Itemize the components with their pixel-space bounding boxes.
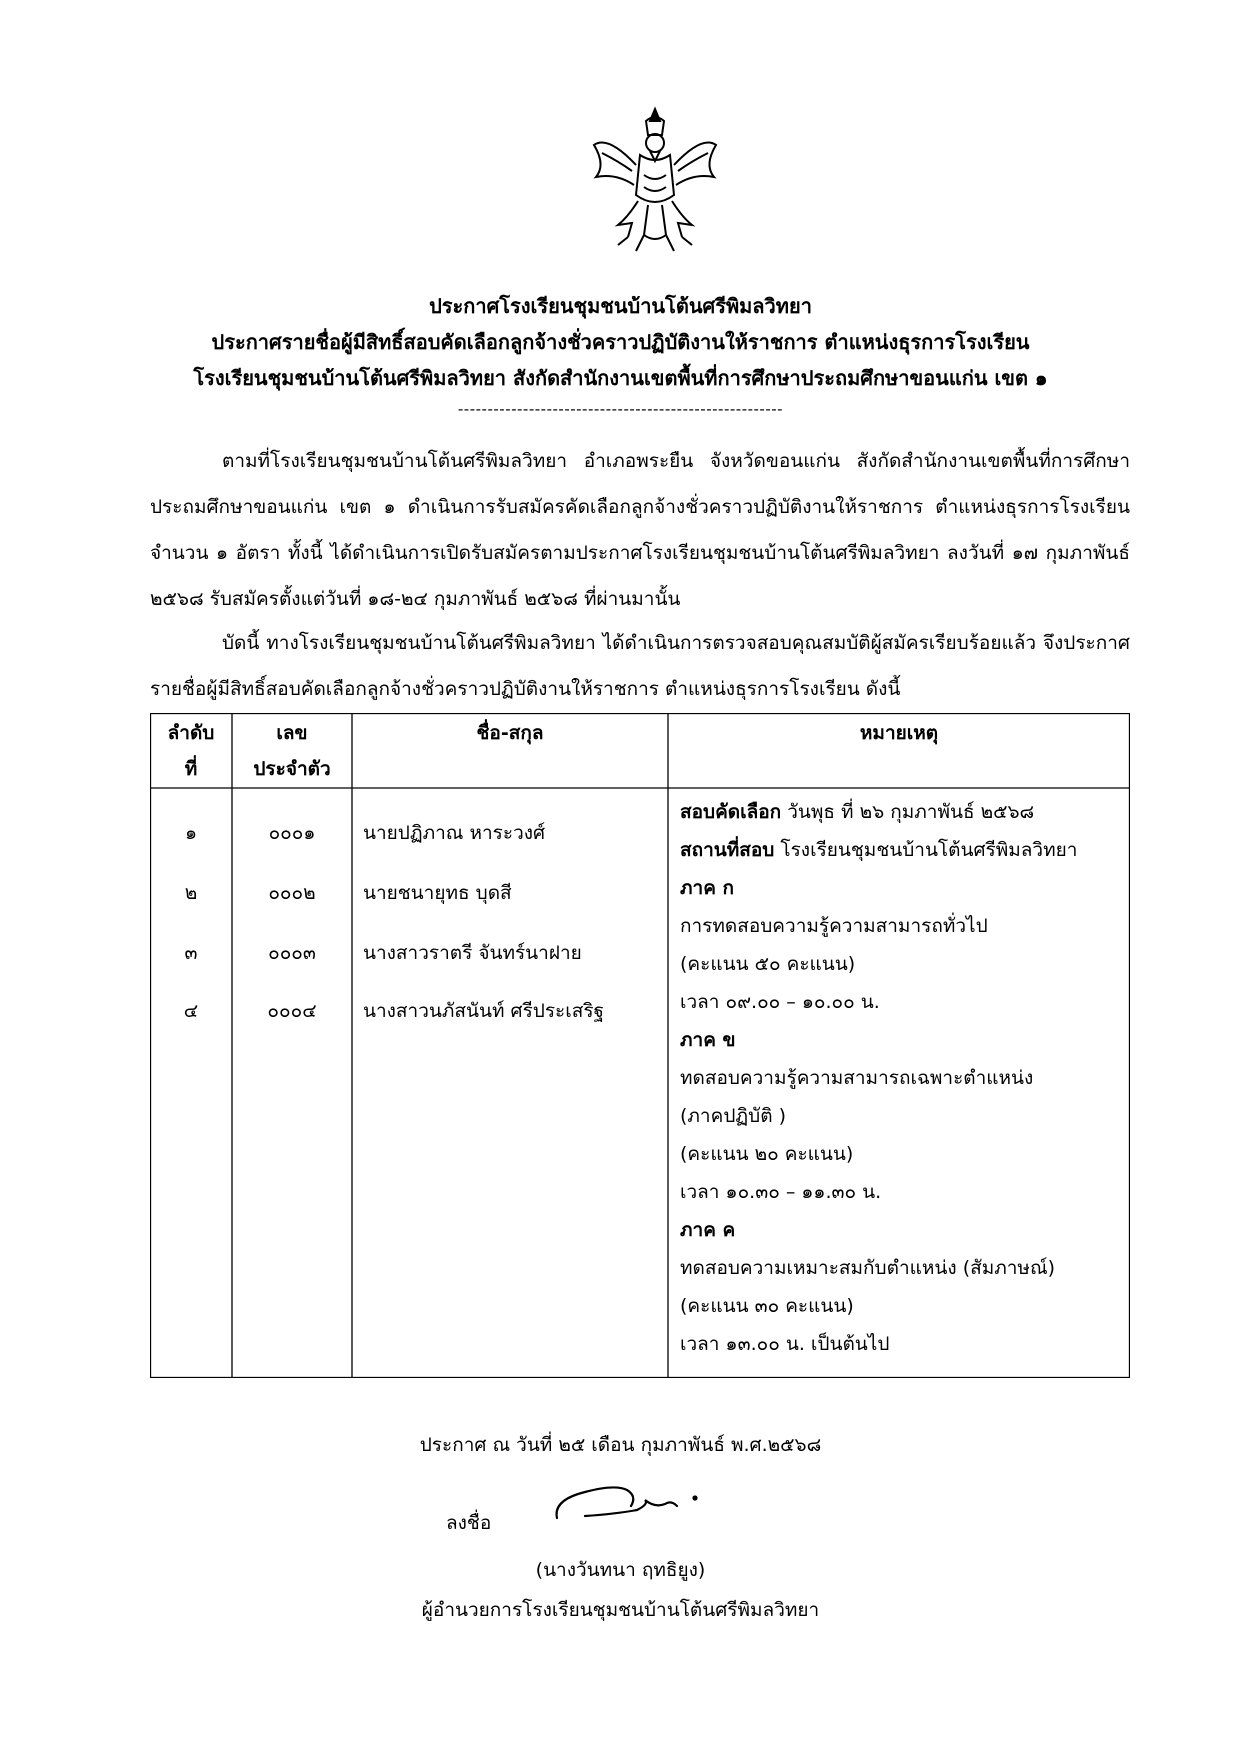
part-b-title: ภาค ข bbox=[680, 1029, 736, 1051]
part-a-desc: การทดสอบความรู้ความสามารถทั่วไป bbox=[680, 915, 988, 937]
separator-line: ------------------------------------------------------- bbox=[457, 400, 784, 418]
header-id: เลข ประจำตัว bbox=[253, 722, 331, 780]
signature-icon bbox=[545, 1470, 745, 1540]
garuda-emblem-icon bbox=[588, 105, 723, 255]
row-2-name: นายชนายุทธ บุดสี bbox=[363, 882, 512, 904]
signer-position: ผู้อำนวยการโรงเรียนชุมชนบ้านโต้นศรีพิมลวิทยา bbox=[421, 1599, 820, 1621]
sign-label: ลงชื่อ bbox=[446, 1512, 492, 1534]
part-c-time: เวลา ๑๓.๐๐ น. เป็นต้นไป bbox=[680, 1333, 890, 1355]
announcement-subtitle: ประกาศรายชื่อผู้มีสิทธิ์สอบคัดเลือกลูกจ้างชั่วคราวปฏิบัติงานให้ราชการ ตำแหน่งธุรการโรงเรียน bbox=[211, 330, 1030, 354]
paragraph-intro-text: ตามที่โรงเรียนชุมชนบ้านโต้นศรีพิมลวิทยา อำเภอพระยืน จังหวัดขอนแก่น สังกัดสำนักงานเขตพื้นที่การศึกษาประถมศึกษาขอนแก่น เขต ๑ ดำเนินการรับสมัครคัดเลือกลูกจ้างชั่วคราวปฏิบัติงานให้ราชการ ตำแหน่งธุรการโรงเรียน จำนวน ๑ อัตรา ทั้งนี้ ได้ดำเนินการเปิดรับสมัครตามประกาศโรงเรียนชุมชนบ้านโต้นศรีพิมลวิทยา ลงวันที่ ๑๗ กุมภาพันธ์ ๒๕๖๘ รับสมัครตั้งแต่วันที่ ๑๘-๒๔ กุมภาพันธ์ ๒๕๖๘ ที่ผ่านมานั้น bbox=[150, 450, 1130, 610]
row-4-id: ๐๐๐๔ bbox=[267, 1000, 317, 1022]
row-3-id: ๐๐๐๓ bbox=[268, 942, 316, 964]
announce-date: ประกาศ ณ วันที่ ๒๕ เดือน กุมภาพันธ์ พ.ศ.๒๕๖๘ bbox=[419, 1434, 822, 1456]
header-name: ชื่อ-สกุล bbox=[476, 722, 544, 744]
part-b-desc2: (ภาคปฏิบัติ ) bbox=[680, 1105, 786, 1127]
row-3-no: ๓ bbox=[184, 942, 198, 964]
announcement-title: ประกาศโรงเรียนชุมชนบ้านโต้นศรีพิมลวิทยา bbox=[429, 294, 812, 318]
part-c-score: (คะแนน ๓๐ คะแนน) bbox=[680, 1295, 854, 1317]
exam-date-line: สอบคัดเลือก วันพุธ ที่ ๒๖ กุมภาพันธ์ ๒๕๖๘ bbox=[680, 801, 1035, 823]
part-a-score: (คะแนน ๕๐ คะแนน) bbox=[680, 953, 856, 975]
row-4-no: ๔ bbox=[183, 1000, 199, 1022]
remarks-block bbox=[680, 793, 1120, 1363]
part-b-desc: ทดสอบความรู้ความสามารถเฉพาะตำแหน่ง bbox=[680, 1067, 1034, 1089]
candidate-table bbox=[150, 713, 1130, 1378]
row-1-name: นายปฏิภาณ หาระวงศ์ bbox=[363, 822, 546, 844]
paragraph-announcement bbox=[150, 620, 1130, 712]
part-a-title: ภาค ก bbox=[680, 877, 735, 899]
row-3-name: นางสาวราตรี จันทร์นาฝาย bbox=[363, 942, 582, 964]
paragraph-intro bbox=[150, 438, 1130, 622]
part-a-time: เวลา ๐๙.๐๐ – ๑๐.๐๐ น. bbox=[680, 991, 880, 1013]
row-4-name: นางสาวนภัสนันท์ ศรีประเสริฐ bbox=[363, 1000, 605, 1022]
row-2-no: ๒ bbox=[184, 882, 198, 904]
part-b-time: เวลา ๑๐.๓๐ – ๑๑.๓๐ น. bbox=[680, 1181, 882, 1203]
header-remarks: หมายเหตุ bbox=[859, 722, 939, 744]
signer-name: (นางวันทนา ฤทธิยูง) bbox=[535, 1559, 706, 1581]
row-2-id: ๐๐๐๒ bbox=[268, 882, 316, 904]
header-no: ลำดับ ที่ bbox=[167, 722, 215, 780]
venue-line: สถานที่สอบ โรงเรียนชุมชนบ้านโต้นศรีพิมลวิทยา bbox=[680, 839, 1078, 861]
announcement-school-line: โรงเรียนชุมชนบ้านโต้นศรีพิมลวิทยา สังกัดสำนักงานเขตพื้นที่การศึกษาประถมศึกษาขอนแก่น เขต ๑ bbox=[193, 366, 1048, 390]
row-1-no: ๑ bbox=[184, 822, 198, 844]
part-b-score: (คะแนน ๒๐ คะแนน) bbox=[680, 1143, 854, 1165]
part-c-desc: ทดสอบความเหมาะสมกับตำแหน่ง (สัมภาษณ์) bbox=[680, 1257, 1055, 1279]
paragraph-announcement-text: บัดนี้ ทางโรงเรียนชุมชนบ้านโต้นศรีพิมลวิทยา ได้ดำเนินการตรวจสอบคุณสมบัติผู้สมัครเรียบร้อยแล้ว จึงประกาศรายชื่อผู้มีสิทธิ์สอบคัดเลือกลูกจ้างชั่วคราวปฏิบัติงานให้ราชการ ตำแหน่งธุรการโรงเรียน ดังนี้ bbox=[150, 632, 1130, 700]
part-c-title: ภาค ค bbox=[680, 1219, 736, 1241]
row-1-id: ๐๐๐๑ bbox=[268, 822, 316, 844]
